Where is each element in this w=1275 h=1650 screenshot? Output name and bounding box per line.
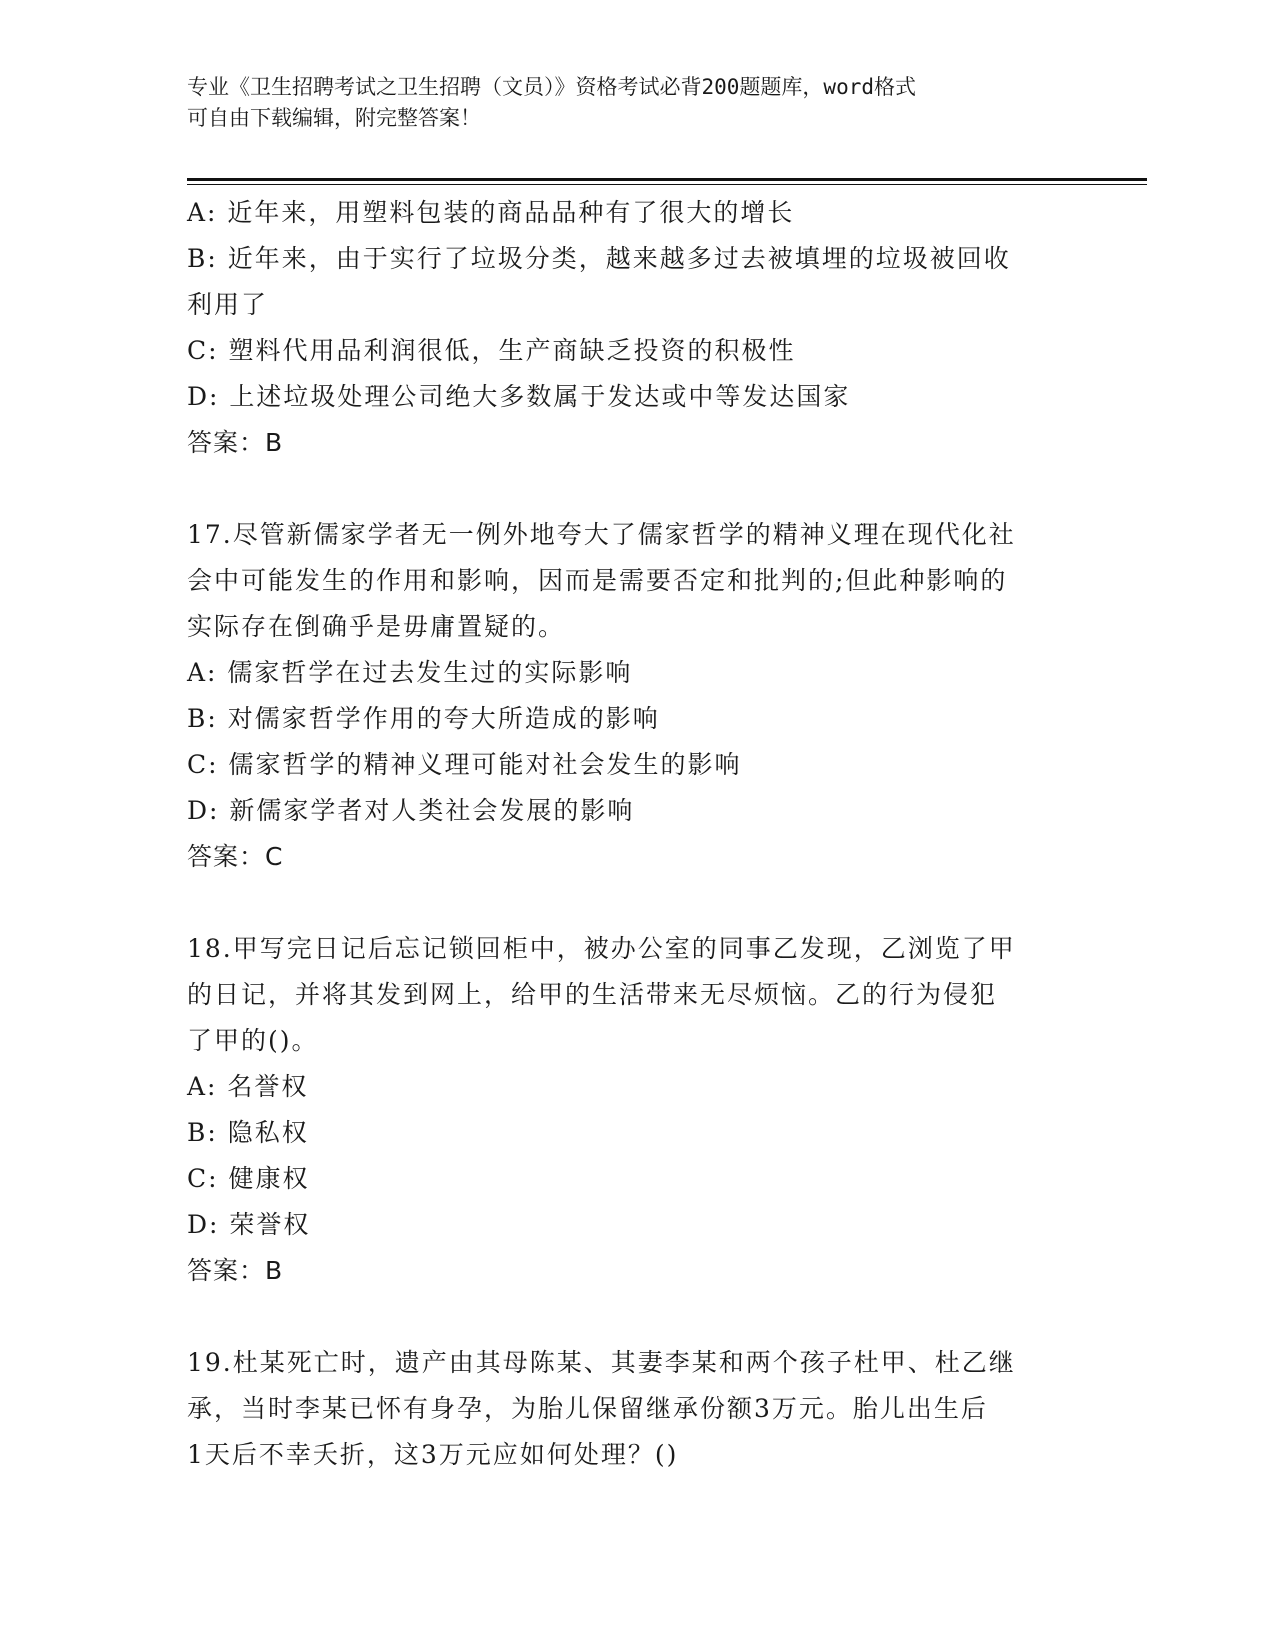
question-18 [187, 926, 1087, 1294]
header-title-line-1: 专业《卫生招聘考试之卫生招聘（文员）》资格考试必背200题题库，word格式 [187, 75, 916, 99]
question-stem-line: 实际存在倒确乎是毋庸置疑的。 [187, 612, 566, 641]
question-stem-line: 了甲的()。 [187, 1026, 319, 1055]
question-stem-line: 承，当时李某已怀有身孕，为胎儿保留继承份额3万元。胎儿出生后 [187, 1394, 988, 1423]
header-divider-thick [187, 178, 1147, 181]
question-16 [187, 190, 1087, 466]
question-stem-line: 的日记，并将其发到网上，给甲的生活带来无尽烦恼。乙的行为侵犯 [187, 980, 998, 1009]
answer-label: 答案：B [187, 428, 284, 457]
question-stem-line: 17.尽管新儒家学者无一例外地夸大了儒家哲学的精神义理在现代化社 [187, 520, 1016, 549]
question-list [187, 190, 1087, 1478]
option-a: A: 名誉权 [187, 1072, 309, 1101]
option-b: B: 近年来，由于实行了垃圾分类，越来越多过去被填埋的垃圾被回收 [187, 244, 1011, 273]
option-c: C: 健康权 [187, 1164, 310, 1193]
answer-label: 答案：C [187, 842, 284, 871]
option-a: A: 近年来，用塑料包装的商品品种有了很大的增长 [187, 198, 795, 227]
answer-label: 答案：B [187, 1256, 284, 1285]
option-d: D: 荣誉权 [187, 1210, 311, 1239]
question-stem-line: 会中可能发生的作用和影响，因而是需要否定和批判的;但此种影响的 [187, 566, 1008, 595]
option-b: B: 对儒家哲学作用的夸大所造成的影响 [187, 704, 660, 733]
header-divider-thin [187, 184, 1147, 185]
question-stem-line: 1天后不幸夭折，这3万元应如何处理？() [187, 1440, 679, 1469]
option-b: B: 隐私权 [187, 1118, 309, 1147]
option-c: C: 儒家哲学的精神义理可能对社会发生的影响 [187, 750, 742, 779]
option-d: D: 新儒家学者对人类社会发展的影响 [187, 796, 635, 825]
header-title-line-2: 可自由下载编辑，附完整答案！ [187, 106, 481, 130]
option-b-continued: 利用了 [187, 290, 269, 319]
option-c: C: 塑料代用品利润很低，生产商缺乏投资的积极性 [187, 336, 796, 365]
option-d: D: 上述垃圾处理公司绝大多数属于发达或中等发达国家 [187, 382, 851, 411]
question-stem-line: 18.甲写完日记后忘记锁回柜中，被办公室的同事乙发现，乙浏览了甲 [187, 934, 1016, 963]
document-header [187, 72, 1067, 134]
question-17 [187, 512, 1087, 880]
option-a: A: 儒家哲学在过去发生过的实际影响 [187, 658, 633, 687]
question-stem-line: 19.杜某死亡时，遗产由其母陈某、其妻李某和两个孩子杜甲、杜乙继 [187, 1348, 1016, 1377]
question-19 [187, 1340, 1087, 1478]
